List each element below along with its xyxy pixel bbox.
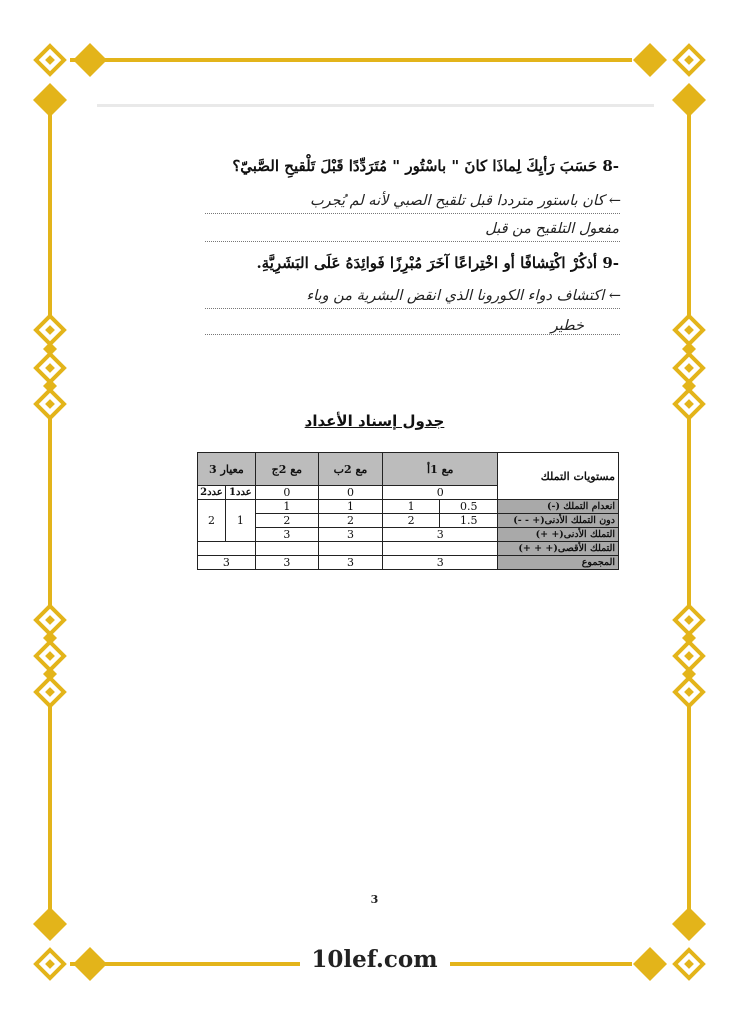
answer-line-dots	[205, 213, 620, 214]
page-number: 3	[370, 893, 379, 906]
frame-diamond-ornament	[43, 667, 57, 681]
answer-9-line-1: ← اكتشاف دواء الكورونا الذي انقض البشرية من وباء	[306, 288, 621, 304]
frame-diamond-ornament	[633, 43, 667, 77]
frame-diamond-ornament	[33, 83, 67, 117]
table-header-row	[198, 453, 619, 486]
site-watermark: 10lef.com	[311, 946, 438, 973]
cell: 1	[225, 500, 255, 542]
table-row	[198, 528, 619, 542]
cell: 0.5	[440, 500, 498, 514]
cell: 0	[383, 486, 498, 500]
table-row	[198, 514, 619, 528]
question-8-text: حَسَبَ رَأيِكَ لِماذَا كانَ " باسْتُور " مُتَرَدِّدًا قَبْلَ تَلْقيحِ الصَّبيّ؟	[232, 157, 598, 175]
cell: 2	[255, 514, 318, 528]
frame-diamond-ornament	[682, 631, 696, 645]
question-9-number: -9	[602, 254, 619, 272]
header-c1: مع 1أ	[383, 453, 498, 486]
question-8	[232, 157, 619, 175]
header-levels: مستويات التملك	[498, 453, 619, 500]
header-c3: مع 2ج	[255, 453, 318, 486]
frame-diamond-ornament	[73, 43, 107, 77]
sub-header-a1: عدد1	[225, 486, 255, 500]
frame-diamond-ornament	[682, 342, 696, 356]
header-c2: مع 2ب	[318, 453, 382, 486]
question-8-number: -8	[602, 157, 619, 175]
cell: 0	[318, 486, 382, 500]
level-label: التملك الأدنى(+ +)	[498, 528, 619, 542]
frame-diamond-ornament	[672, 907, 706, 941]
cell: 3	[318, 528, 382, 542]
frame-diamond-ornament	[682, 379, 696, 393]
answer-line-dots	[205, 241, 620, 242]
cell: 3	[198, 556, 256, 570]
cell: 1	[255, 500, 318, 514]
cell: 2	[198, 500, 226, 542]
cell: 1.5	[440, 514, 498, 528]
frame-diamond-ornament	[33, 907, 67, 941]
frame-diamond-ornament	[43, 631, 57, 645]
level-label: انعدام التملك (-)	[498, 500, 619, 514]
frame-diamond-ornament	[672, 83, 706, 117]
level-label: دون التملك الأدنى(+ - -)	[498, 514, 619, 528]
cell: 1	[383, 500, 440, 514]
frame-diamond-ornament	[43, 342, 57, 356]
grading-table	[197, 452, 619, 570]
frame-diamond-ornament	[43, 379, 57, 393]
cell: 3	[318, 556, 382, 570]
answer-line-dots	[205, 308, 620, 309]
answer-8-line-1: ← كان باستور مترددا قبل تلقيح الصبي لأنه لم يُجرب	[309, 193, 621, 209]
cell: 3	[383, 528, 498, 542]
sub-header-a2: عدد2	[198, 486, 226, 500]
cell: 1	[318, 500, 382, 514]
table-row	[198, 542, 619, 556]
level-label: المجموع	[498, 556, 619, 570]
table-title: جدول إسناد الأعداد	[304, 412, 445, 430]
cell: 2	[383, 514, 440, 528]
answer-line-dots	[205, 334, 620, 335]
answer-9-line-2: خطير	[550, 318, 584, 334]
level-label: التملك الأقصى(+ + +)	[498, 542, 619, 556]
question-9-text: أذكُرْ اكْتِشافًا أو اخْتِراعًا آخَرَ مُبْرِزًا فَوائِدَهُ عَلَى البَشَرِيَّةِ.	[256, 254, 598, 272]
table-row	[198, 500, 619, 514]
cell: 3	[255, 556, 318, 570]
page-top-edge	[97, 104, 654, 107]
frame-diamond-ornament	[682, 667, 696, 681]
cell: 3	[383, 556, 498, 570]
cell: 3	[255, 528, 318, 542]
table-row-total	[198, 556, 619, 570]
header-criterion-3: معيار 3	[198, 453, 256, 486]
cell: 0	[255, 486, 318, 500]
cell: 2	[318, 514, 382, 528]
question-9	[256, 254, 619, 272]
answer-8-line-2: مفعول التلقيح من قبل	[485, 221, 619, 237]
